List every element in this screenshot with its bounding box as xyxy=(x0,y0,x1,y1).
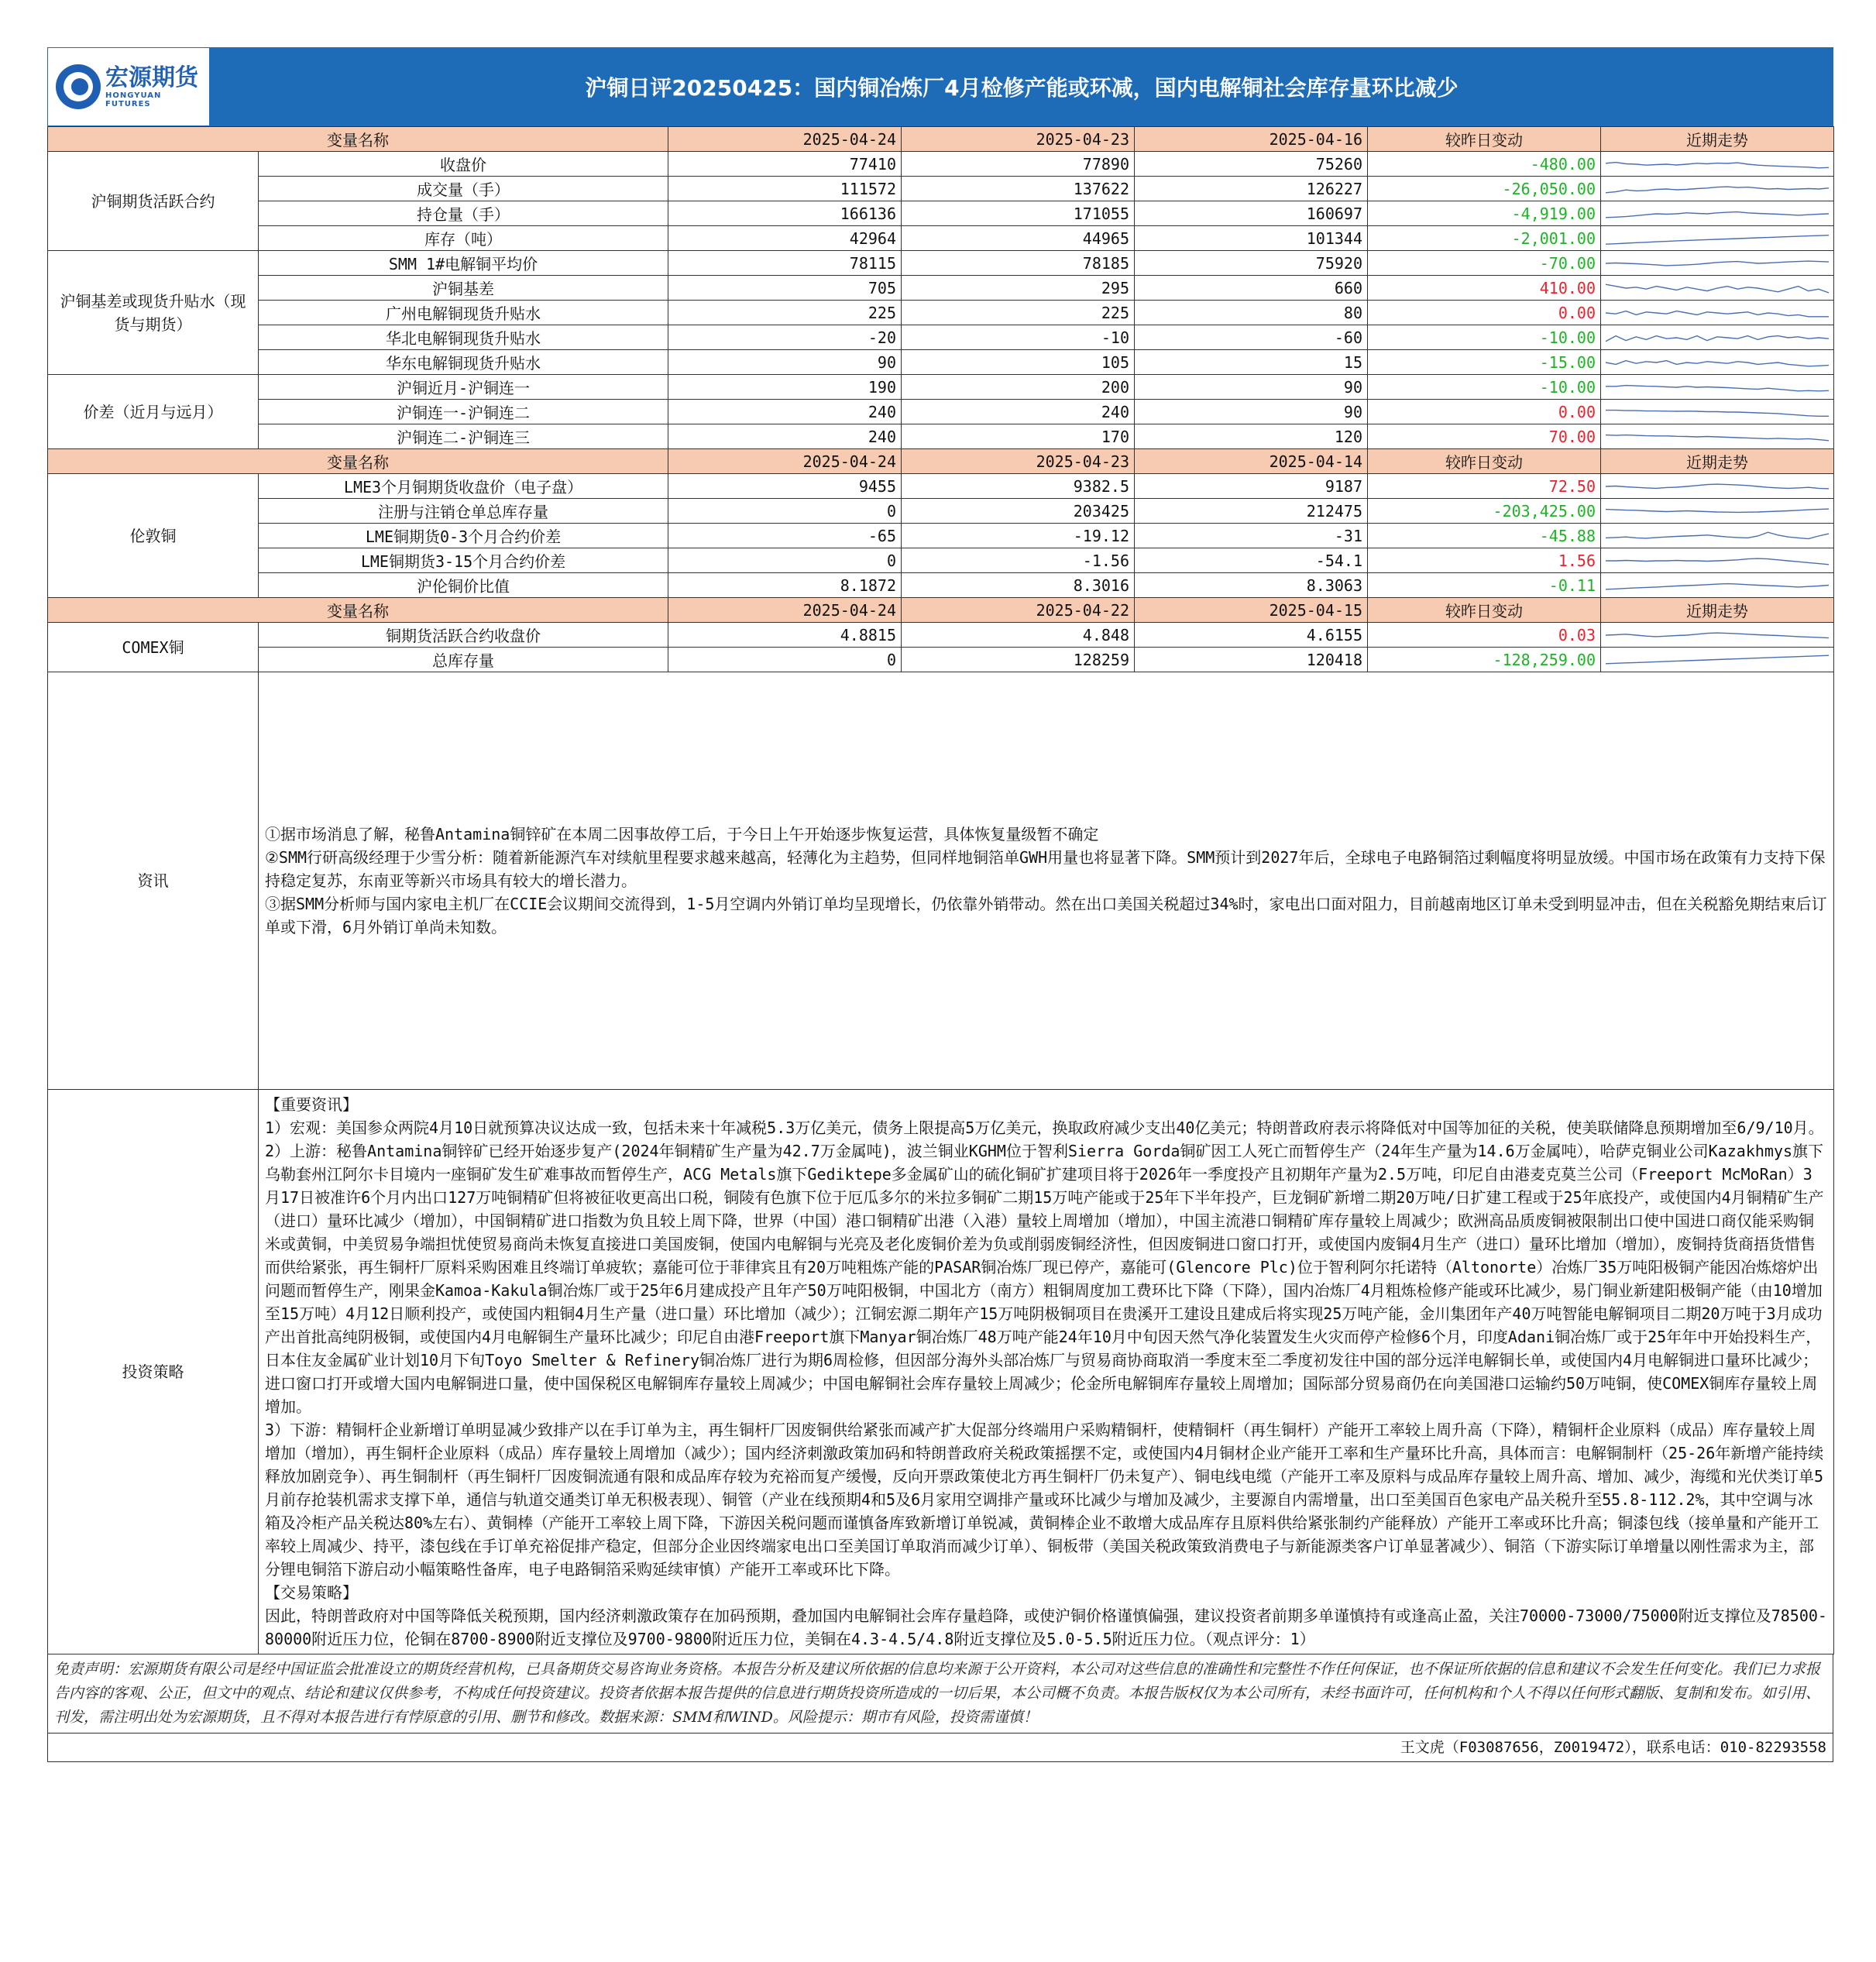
header-variable-name: 变量名称 xyxy=(48,127,668,152)
value-cell: 171055 xyxy=(902,201,1135,226)
header-trend: 近期走势 xyxy=(1601,598,1834,623)
value-cell: 77890 xyxy=(902,152,1135,177)
value-cell: 101344 xyxy=(1135,226,1368,251)
value-cell: 4.8815 xyxy=(668,623,902,648)
variable-name: 铜期货活跃合约收盘价 xyxy=(259,623,668,648)
strategy-paragraph: 1）宏观：美国参众两院4月10日就预算决议达成一致，包括未来十年减税5.3万亿美元，债务上限提高5万亿美元，换取政府减少支出40亿美元；特朗普政府表示将降低对中国等加征的关税，使美联储降息预期增加至6/9/10月。 xyxy=(265,1118,1824,1137)
data-row xyxy=(48,251,1834,276)
strategy-row xyxy=(48,1090,1834,1654)
variable-name: 广州电解铜现货升贴水 xyxy=(259,301,668,325)
variable-name: LME铜期货3-15个月合约价差 xyxy=(259,548,668,573)
value-cell: 295 xyxy=(902,276,1135,301)
value-cell: 120 xyxy=(1135,424,1368,449)
data-table xyxy=(47,126,1834,1654)
trend-sparkline-cell xyxy=(1601,226,1834,251)
change-cell: -45.88 xyxy=(1368,524,1601,548)
value-cell: 111572 xyxy=(668,177,902,201)
trend-sparkline xyxy=(1601,227,1833,250)
variable-name: 沪铜基差 xyxy=(259,276,668,301)
header-date: 2025-04-22 xyxy=(902,598,1135,623)
value-cell: 90 xyxy=(668,350,902,375)
value-cell: 203425 xyxy=(902,499,1135,524)
value-cell: 9455 xyxy=(668,474,902,499)
author-contact: 王文虎（F03087656，Z0019472），联系电话：010-82293558 xyxy=(47,1734,1833,1762)
header-change: 较昨日变动 xyxy=(1368,598,1601,623)
data-row xyxy=(48,648,1834,672)
data-row xyxy=(48,350,1834,375)
sparkline-path xyxy=(1606,633,1829,638)
value-cell: 240 xyxy=(668,400,902,424)
trend-sparkline xyxy=(1601,549,1833,572)
sparkline-path xyxy=(1606,284,1829,293)
variable-name: SMM 1#电解铜平均价 xyxy=(259,251,668,276)
value-cell: -65 xyxy=(668,524,902,548)
value-cell: 8.1872 xyxy=(668,573,902,598)
group-label: 沪铜期货活跃合约 xyxy=(48,152,259,251)
sparkline-path xyxy=(1606,311,1829,316)
trend-sparkline-cell xyxy=(1601,648,1834,672)
variable-name: 成交量（手） xyxy=(259,177,668,201)
header-date: 2025-04-24 xyxy=(668,598,902,623)
change-cell: -203,425.00 xyxy=(1368,499,1601,524)
trend-sparkline-cell xyxy=(1601,400,1834,424)
value-cell: 120418 xyxy=(1135,648,1368,672)
header-change: 较昨日变动 xyxy=(1368,449,1601,474)
sparkline-path xyxy=(1606,162,1829,167)
trend-sparkline xyxy=(1601,277,1833,300)
value-cell: 78115 xyxy=(668,251,902,276)
trend-sparkline-cell xyxy=(1601,276,1834,301)
header-change: 较昨日变动 xyxy=(1368,127,1601,152)
data-row xyxy=(48,474,1834,499)
strategy-paragraph: 【交易策略】 xyxy=(265,1583,358,1602)
trend-sparkline-cell xyxy=(1601,177,1834,201)
news-content xyxy=(259,672,1834,1090)
trend-sparkline-cell xyxy=(1601,375,1834,400)
section-header-row xyxy=(48,598,1834,623)
variable-name: 总库存量 xyxy=(259,648,668,672)
value-cell: 4.848 xyxy=(902,623,1135,648)
value-cell: 8.3063 xyxy=(1135,573,1368,598)
value-cell: 42964 xyxy=(668,226,902,251)
trend-sparkline xyxy=(1601,400,1833,424)
news-paragraph: ②SMM行研高级经理于少雪分析：随着新能源汽车对续航里程要求越来越高，轻薄化为主趋势，但同样地铜箔单GWH用量也将显著下降。SMM预计到2027年后，全球电子电路铜箔过剩幅度将明显放缓。中国市场在政策有力支持下保持稳定复苏，东南亚等新兴市场具有较大的增长潜力。 xyxy=(265,848,1826,890)
value-cell: 170 xyxy=(902,424,1135,449)
change-cell: -10.00 xyxy=(1368,325,1601,350)
trend-sparkline-cell xyxy=(1601,548,1834,573)
change-cell: -26,050.00 xyxy=(1368,177,1601,201)
change-cell: -0.11 xyxy=(1368,573,1601,598)
sparkline-path xyxy=(1606,532,1829,538)
value-cell: 126227 xyxy=(1135,177,1368,201)
change-cell: -128,259.00 xyxy=(1368,648,1601,672)
strategy-paragraph: 因此，特朗普政府对中国等降低关税预期，国内经济刺激政策存在加码预期，叠加国内电解铜社会库存量趋降，或使沪铜价格谨慎偏强，建议投资者前期多单谨慎持有或逢高止盈，关注70000-73000/75000附近支撑位及78500-80000附近压力位，伦铜在8700-8900附近支撑位及9700-9800附近压力位，美铜在4.3-4.5/4.8附近支撑位及5.0-5.5附近压力位。（观点评分：1） xyxy=(265,1606,1827,1648)
value-cell: -10 xyxy=(902,325,1135,350)
trend-sparkline-cell xyxy=(1601,350,1834,375)
trend-sparkline xyxy=(1601,624,1833,647)
change-cell: 0.03 xyxy=(1368,623,1601,648)
value-cell: 128259 xyxy=(902,648,1135,672)
trend-sparkline xyxy=(1601,574,1833,597)
header-date: 2025-04-15 xyxy=(1135,598,1368,623)
trend-sparkline-cell xyxy=(1601,474,1834,499)
trend-sparkline-cell xyxy=(1601,623,1834,648)
value-cell: 160697 xyxy=(1135,201,1368,226)
disclaimer: 免责声明：宏源期货有限公司是经中国证监会批准设立的期货经营机构，已具备期货交易咨询业务资格。本报告分析及建议所依据的信息均来源于公开资料，本公司对这些信息的准确性和完整性不作任何保证，也不保证所依据的信息和建议不会发生任何变化。我们已力求报告内容的客观、公正，但文中的观点、结论和建议仅供参考，不构成任何投资建议。投资者依据本报告提供的信息进行期货投资所造成的一切后果，本公司概不负责。本报告版权仅为本公司所有，未经书面许可，任何机构和个人不得以任何形式翻版、复制和发布。如引用、刊发，需注明出处为宏源期货，且不得对本报告进行有悖原意的引用、删节和修改。数据来源：SMM和WIND。风险提示：期市有风险，投资需谨慎！ xyxy=(47,1654,1833,1734)
value-cell: 137622 xyxy=(902,177,1135,201)
variable-name: 注册与注销仓单总库存量 xyxy=(259,499,668,524)
logo-name-cn: 宏源期货 xyxy=(105,64,198,91)
trend-sparkline xyxy=(1601,301,1833,325)
header-date: 2025-04-24 xyxy=(668,449,902,474)
trend-sparkline-cell xyxy=(1601,152,1834,177)
logo-name-en: HONGYUAN FUTURES xyxy=(105,91,162,108)
sparkline-path xyxy=(1606,261,1829,266)
sparkline-path xyxy=(1606,484,1829,489)
sparkline-path xyxy=(1606,335,1829,341)
header-variable-name: 变量名称 xyxy=(48,598,668,623)
change-cell: 1.56 xyxy=(1368,548,1601,573)
header-date: 2025-04-16 xyxy=(1135,127,1368,152)
group-label: COMEX铜 xyxy=(48,623,259,672)
data-row xyxy=(48,400,1834,424)
news-label: 资讯 xyxy=(48,672,259,1090)
data-row xyxy=(48,301,1834,325)
data-row xyxy=(48,325,1834,350)
value-cell: -60 xyxy=(1135,325,1368,350)
sparkline-path xyxy=(1606,509,1829,512)
variable-name: LME3个月铜期货收盘价（电子盘） xyxy=(259,474,668,499)
value-cell: 75260 xyxy=(1135,152,1368,177)
trend-sparkline-cell xyxy=(1601,499,1834,524)
change-cell: -10.00 xyxy=(1368,375,1601,400)
change-cell: -70.00 xyxy=(1368,251,1601,276)
sparkline-path xyxy=(1606,235,1829,244)
news-row xyxy=(48,672,1834,1090)
data-row xyxy=(48,152,1834,177)
trend-sparkline-cell xyxy=(1601,201,1834,226)
change-cell: -4,919.00 xyxy=(1368,201,1601,226)
header-variable-name: 变量名称 xyxy=(48,449,668,474)
value-cell: -20 xyxy=(668,325,902,350)
trend-sparkline xyxy=(1601,500,1833,523)
value-cell: 705 xyxy=(668,276,902,301)
sparkline-path xyxy=(1606,410,1829,416)
header-date: 2025-04-23 xyxy=(902,449,1135,474)
report-title: 沪铜日评20250425：国内铜冶炼厂4月检修产能或环减，国内电解铜社会库存量环比减少 xyxy=(585,75,1459,101)
data-row xyxy=(48,424,1834,449)
value-cell: -1.56 xyxy=(902,548,1135,573)
variable-name: 华东电解铜现货升贴水 xyxy=(259,350,668,375)
data-row xyxy=(48,201,1834,226)
change-cell: 70.00 xyxy=(1368,424,1601,449)
strategy-content xyxy=(259,1090,1834,1654)
value-cell: 9187 xyxy=(1135,474,1368,499)
value-cell: 105 xyxy=(902,350,1135,375)
strategy-paragraph: 3）下游：精铜杆企业新增订单明显减少致排产以在手订单为主，再生铜杆厂因废铜供给紧张而减产扩大促部分终端用户采购精铜杆，使精铜杆（再生铜杆）产能开工率较上周升高（下降），精铜杆企业原料（成品）库存量较上周增加（增加），再生铜杆企业原料（成品）库存量较上周增加（减少）；国内经济刺激政策加码和特朗普政府关税政策摇摆不定，或使国内4月铜材企业产能开工率和生产量环比升高，具体而言：电解铜制杆（25-26年新增产能持续释放加剧竞争）、再生铜制杆（再生铜杆厂因废铜流通有限和成品库存较为充裕而复产缓慢，反向开票政策使北方再生铜杆厂仍未复产）、铜电线电缆（产能开工率及原料与成品库存量较上周升高、增加、减少，海缆和光伏类订单5月前存抢装机需求支撑下单，通信与轨道交通类订单无积极表现）、铜管（产业在线预期4和5及6月家用空调排产量或环比减少与增加及减少，主要源自内需增量，出口至美国百色家电产品关税升至55.8-112.2%，其中空调与冰箱及冷柜产品关税达80%左右）、黄铜棒（产能开工率较上周下降，下游因关税问题而谨慎备库致新增订单锐减，黄铜棒企业不敢增大成品库存且原料供给紧张制约产能释放）产能开工率或环比升高；铜漆包线（接单量和产能开工率较上周减少、持平，漆包线在手订单充裕促排产稳定，但部分企业因终端家电出口至美国订单取消而减少订单）、铜板带（美国关税政策致消费电子与新能源类客户订单显著减少）、铜箔（下游实际订单增量以刚性需求为主，部分锂电铜箔下游启动小幅策略性备库，电子电路铜箔采购延续审慎）产能开工率或环比下降。 xyxy=(265,1421,1824,1579)
value-cell: 9382.5 xyxy=(902,474,1135,499)
value-cell: 75920 xyxy=(1135,251,1368,276)
trend-sparkline xyxy=(1601,202,1833,225)
trend-sparkline xyxy=(1601,177,1833,201)
header-date: 2025-04-24 xyxy=(668,127,902,152)
variable-name: 沪铜连二-沪铜连三 xyxy=(259,424,668,449)
trend-sparkline xyxy=(1601,524,1833,548)
value-cell: 225 xyxy=(668,301,902,325)
trend-sparkline xyxy=(1601,351,1833,374)
sparkline-path xyxy=(1606,435,1829,440)
sparkline-path xyxy=(1606,558,1829,565)
data-row xyxy=(48,226,1834,251)
variable-name: 沪铜连一-沪铜连二 xyxy=(259,400,668,424)
header-date: 2025-04-14 xyxy=(1135,449,1368,474)
value-cell: 78185 xyxy=(902,251,1135,276)
data-row xyxy=(48,177,1834,201)
variable-name: 华北电解铜现货升贴水 xyxy=(259,325,668,350)
change-cell: -2,001.00 xyxy=(1368,226,1601,251)
sparkline-path xyxy=(1606,360,1829,366)
sparkline-path xyxy=(1606,187,1829,193)
trend-sparkline-cell xyxy=(1601,524,1834,548)
header-trend: 近期走势 xyxy=(1601,127,1834,152)
value-cell: 166136 xyxy=(668,201,902,226)
strategy-paragraph: 【重要资讯】 xyxy=(265,1095,358,1114)
logo-icon xyxy=(56,64,101,109)
value-cell: 240 xyxy=(668,424,902,449)
trend-sparkline xyxy=(1601,252,1833,275)
group-label: 价差（近月与远月） xyxy=(48,375,259,449)
variable-name: 库存（吨） xyxy=(259,226,668,251)
report-sheet xyxy=(47,47,1833,1762)
data-row xyxy=(48,548,1834,573)
value-cell: 0 xyxy=(668,499,902,524)
data-row xyxy=(48,623,1834,648)
trend-sparkline xyxy=(1601,648,1833,672)
value-cell: -19.12 xyxy=(902,524,1135,548)
trend-sparkline xyxy=(1601,376,1833,399)
value-cell: 80 xyxy=(1135,301,1368,325)
section-header-row xyxy=(48,127,1834,152)
data-row xyxy=(48,375,1834,400)
data-row xyxy=(48,524,1834,548)
variable-name: 收盘价 xyxy=(259,152,668,177)
value-cell: 90 xyxy=(1135,400,1368,424)
sparkline-path xyxy=(1606,385,1829,390)
trend-sparkline xyxy=(1601,153,1833,176)
trend-sparkline-cell xyxy=(1601,325,1834,350)
data-row xyxy=(48,499,1834,524)
news-paragraph: ①据市场消息了解，秘鲁Antamina铜锌矿在本周二因事故停工后，于今日上午开始逐步恢复运营，具体恢复量级暂不确定 xyxy=(265,825,1099,844)
change-cell: 72.50 xyxy=(1368,474,1601,499)
value-cell: 90 xyxy=(1135,375,1368,400)
header-trend: 近期走势 xyxy=(1601,449,1834,474)
trend-sparkline-cell xyxy=(1601,301,1834,325)
value-cell: 240 xyxy=(902,400,1135,424)
value-cell: -54.1 xyxy=(1135,548,1368,573)
value-cell: 225 xyxy=(902,301,1135,325)
value-cell: 77410 xyxy=(668,152,902,177)
news-paragraph: ③据SMM分析师与国内家电主机厂在CCIE会议期间交流得到，1-5月空调内外销订单均呈现增长，仍依靠外销带动。然在出口美国关税超过34%时，家电出口面对阻力，目前越南地区订单未受到明显冲击，但在关税豁免期结束后订单或下滑，6月外销订单尚未知数。 xyxy=(265,895,1827,936)
trend-sparkline xyxy=(1601,425,1833,448)
variable-name: 持仓量（手） xyxy=(259,201,668,226)
change-cell: -480.00 xyxy=(1368,152,1601,177)
trend-sparkline-cell xyxy=(1601,424,1834,449)
group-label: 伦敦铜 xyxy=(48,474,259,598)
trend-sparkline-cell xyxy=(1601,251,1834,276)
header-date: 2025-04-23 xyxy=(902,127,1135,152)
variable-name: LME铜期货0-3个月合约价差 xyxy=(259,524,668,548)
variable-name: 沪伦铜价比值 xyxy=(259,573,668,598)
sparkline-path xyxy=(1606,655,1829,664)
value-cell: 660 xyxy=(1135,276,1368,301)
strategy-paragraph: 2）上游：秘鲁Antamina铜锌矿已经开始逐步复产(2024年铜精矿生产量为42.7万金属吨)，波兰铜业KGHM位于智利Sierra Gorda铜矿因工人死亡而暂停生产（24年生产量为14.6万金属吨），哈萨克铜业公司Kazakhmys旗下乌勒套州江阿尔卡目境内一座铜矿发生矿难事故而暂停生产，ACG Metals旗下Gediktepe多金属矿山的硫化铜矿扩建项目将于2026年一季度投产且初期年产量为2.5万吨，印尼自由港麦克莫兰公司（Freeport McMoRan）3月17日被准许6个月内出口127万吨铜精矿但将被征收更高出口税，铜陵有色旗下位于厄瓜多尔的米拉多铜矿二期15万吨产能或于25年下半年投产，巨龙铜矿新增二期20万吨/日扩建工程或于25年底投产，或使国内4月铜精矿生产（进口）量环比减少（增加），中国铜精矿进口指数为负且较上周下降，世界（中国）港口铜精矿出港（入港）量较上周增加（增加），中国主流港口铜精矿库存量较上周减少；欧洲高品质废铜被限制出口使中国进口商仅能采购铜米或黄铜，中美贸易争端担忧使贸易商尚未恢复直接进口美国废铜，使国内电解铜与光亮及老化废铜价差为负或削弱废铜经济性，但因废铜进口窗口打开，或使国内废铜4月生产（进口）量环比增加（增加），废铜持货商捂货惜售而供给紧张，再生铜杆厂原料采购困难且终端订单疲软；嘉能可位于菲律宾且有20万吨粗炼产能的PASAR铜冶炼厂现已停产，嘉能可(Glencore Plc)位于智利阿尔托诺特（Altonorte）冶炼厂35万吨阳极铜产能因冶炼熔炉出问题而暂停生产，刚果金Kamoa-Kakula铜冶炼厂或于25年6月建成投产且年产50万吨阳极铜，中国北方（南方）粗铜周度加工费环比下降（下降），国内冶炼厂4月粗炼检修产能或环比减少，易门铜业新建阳极铜产能（由10增加至15万吨）4月12日顺利投产，或使国内粗铜4月生产量（进口量）环比增加（减少）；江铜宏源二期年产15万吨阴极铜项目在贵溪开工建设且建成后将实现25万吨产能，金川集团年产40万吨智能电解铜项目二期20万吨于3月成功产出首批高纯阴极铜，或使国内4月电解铜生产量环比减少；印尼自由港Freeport旗下Manyar铜冶炼厂48万吨产能24年10月中旬因天然气净化装置发生火灾而停产检修6个月，印度Adani铜冶炼厂或于25年年中开始投料生产，日本住友金属矿业计划10月下旬Toyo Smelter & Refinery铜冶炼厂进行为期6周检修，但因部分海外头部冶炼厂与贸易商协商取消一季度末至二季度初发往中国的部分远洋电解铜长单，或使国内4月电解铜进口量环比减少；进口窗口打开或增大国内电解铜进口量，使中国保税区电解铜库存量较上周减少；中国电解铜社会库存量较上周减少；伦金所电解铜库存量较上周增加；国际部分贸易商仍在向美国港口运输约50万吨铜，使COMEX铜库存量较上周增加。 xyxy=(265,1142,1824,1416)
report-header xyxy=(47,47,1833,126)
value-cell: 4.6155 xyxy=(1135,623,1368,648)
change-cell: 0.00 xyxy=(1368,400,1601,424)
value-cell: 44965 xyxy=(902,226,1135,251)
sparkline-path xyxy=(1606,583,1829,589)
change-cell: 0.00 xyxy=(1368,301,1601,325)
sparkline-path xyxy=(1606,211,1829,217)
value-cell: 8.3016 xyxy=(902,573,1135,598)
value-cell: 15 xyxy=(1135,350,1368,375)
value-cell: 0 xyxy=(668,648,902,672)
change-cell: 410.00 xyxy=(1368,276,1601,301)
trend-sparkline xyxy=(1601,475,1833,498)
section-header-row xyxy=(48,449,1834,474)
value-cell: 0 xyxy=(668,548,902,573)
data-row xyxy=(48,276,1834,301)
value-cell: 190 xyxy=(668,375,902,400)
trend-sparkline xyxy=(1601,326,1833,349)
data-row xyxy=(48,573,1834,598)
value-cell: 212475 xyxy=(1135,499,1368,524)
strategy-label: 投资策略 xyxy=(48,1090,259,1654)
value-cell: -31 xyxy=(1135,524,1368,548)
trend-sparkline-cell xyxy=(1601,573,1834,598)
change-cell: -15.00 xyxy=(1368,350,1601,375)
company-logo xyxy=(48,48,211,125)
group-label: 沪铜基差或现货升贴水（现货与期货） xyxy=(48,251,259,375)
variable-name: 沪铜近月-沪铜连一 xyxy=(259,375,668,400)
value-cell: 200 xyxy=(902,375,1135,400)
